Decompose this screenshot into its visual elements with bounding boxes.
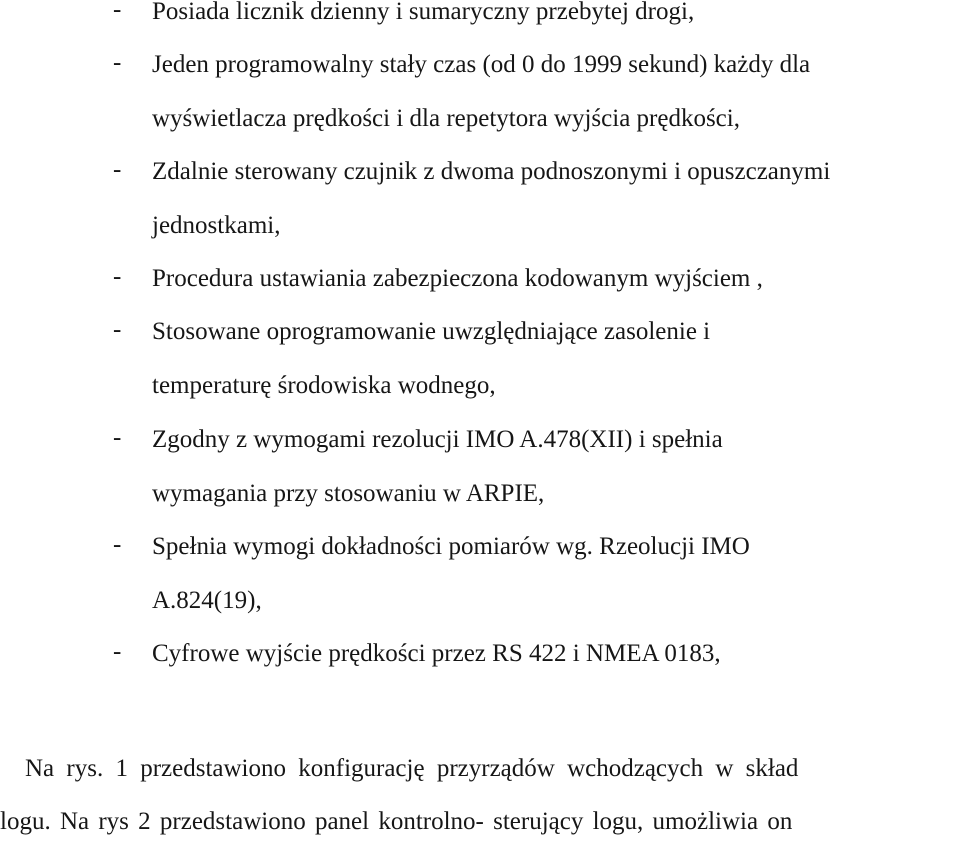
- list-item: [0, 316, 959, 423]
- list-item: [0, 531, 959, 638]
- bullet-dash: -: [113, 49, 122, 76]
- paragraph-line: logu. Na rys 2 przedstawiono panel kontrolno- sterujący logu, umożliwia on: [0, 808, 793, 835]
- body-paragraph: [0, 752, 959, 858]
- bullet-dash: -: [113, 531, 122, 558]
- list-item: [0, 638, 959, 692]
- bullet-dash: -: [113, 0, 122, 23]
- list-item-text: A.824(19),: [152, 586, 262, 614]
- list-item-text: Zgodny z wymogami rezolucji IMO A.478(XII) i spełnia: [152, 426, 723, 453]
- list-item-text: Jeden programowalny stały czas (od 0 do 1999 sekund) każdy dla: [152, 51, 811, 78]
- list-item-text: Spełnia wymogi dokładności pomiarów wg. Rzeolucji IMO: [152, 533, 750, 560]
- bullet-dash: -: [113, 638, 122, 665]
- list-item-text: Zdalnie sterowany czujnik z dwoma podnoszonymi i opuszczanymi: [152, 158, 831, 185]
- list-item: [0, 0, 959, 50]
- list-item: [0, 263, 959, 317]
- list-item-text: temperaturę środowiska wodnego,: [152, 371, 496, 399]
- bullet-dash: -: [113, 424, 122, 451]
- list-item: [0, 424, 959, 531]
- bullet-dash: -: [113, 263, 122, 290]
- list-item-text: Cyfrowe wyjście prędkości przez RS 422 i NMEA 0183,: [152, 640, 721, 667]
- list-item: [0, 156, 959, 263]
- list-item: [0, 49, 959, 156]
- list-item-text: Procedura ustawiania zabezpieczona kodowanym wyjściem ,: [152, 265, 763, 292]
- paragraph-line: Na rys. 1 przedstawiono konfigurację przyrządów wchodzących w skład: [25, 755, 799, 782]
- list-item-text: jednostkami,: [152, 211, 281, 239]
- list-item-text: wymagania przy stosowaniu w ARPIE,: [152, 479, 545, 507]
- list-item-text: Stosowane oprogramowanie uwzględniające zasolenie i: [152, 318, 711, 345]
- bullet-dash: -: [113, 156, 122, 183]
- list-item-text: Posiada licznik dzienny i sumaryczny przebytej drogi,: [152, 0, 695, 25]
- bullet-dash: -: [113, 316, 122, 343]
- list-item-text: wyświetlacza prędkości i dla repetytora wyjścia prędkości,: [152, 104, 740, 132]
